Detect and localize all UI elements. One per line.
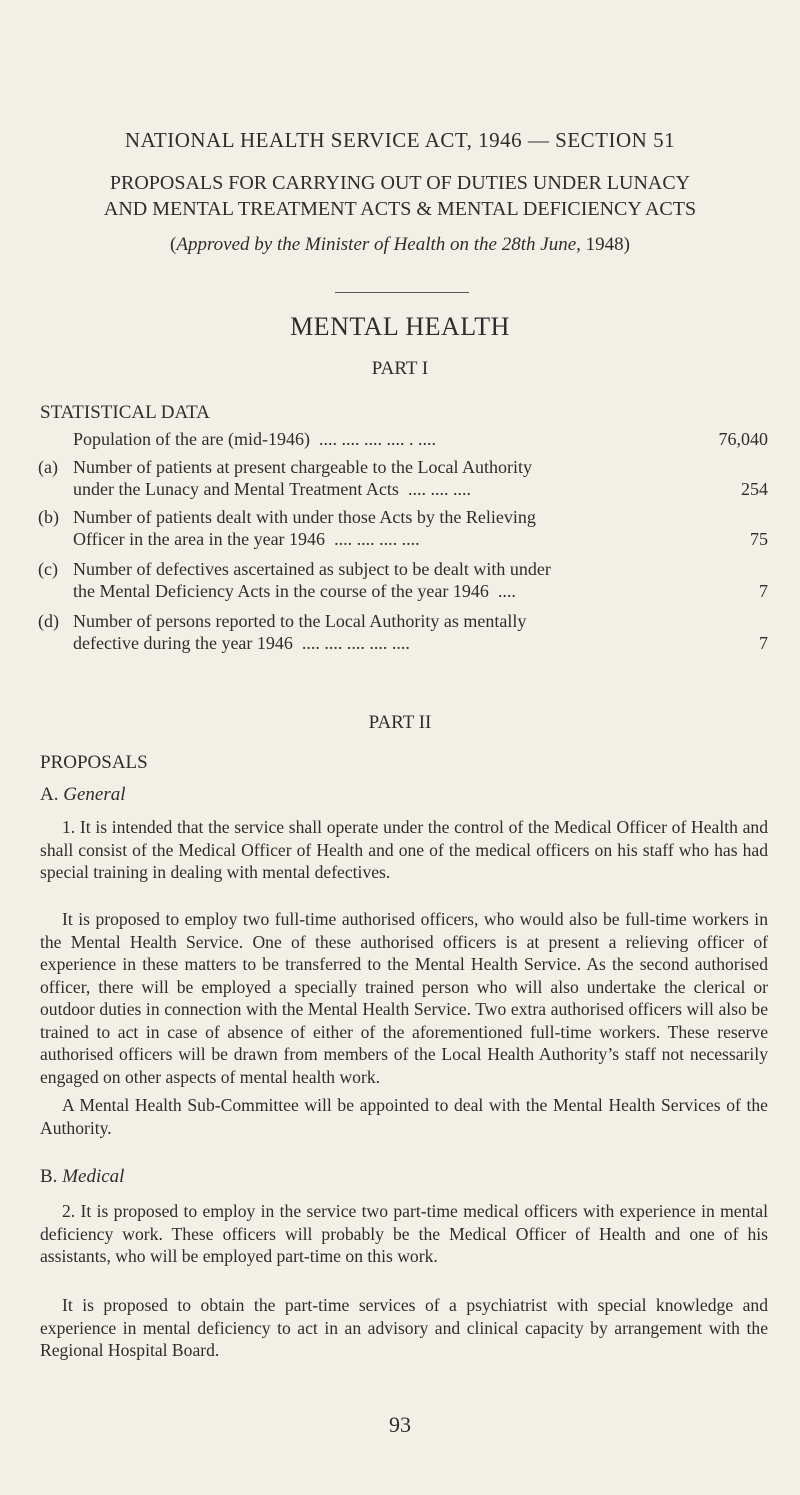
general-paragraph-3: A Mental Health Sub-Committee will be appointed to deal with the Mental Health Services of the Authority. xyxy=(40,1095,768,1138)
stat-item-b: (b) Number of patients dealt with under those Acts by the Relieving Officer in the area in the year 1946 .... .... .... .... 75 xyxy=(38,507,768,549)
page-number: 93 xyxy=(389,1412,411,1437)
stat-item-a: (a) Number of patients at present chargeable to the Local Authority under the Lunacy and Mental Treatment Acts .... .... .... 254 xyxy=(38,457,768,499)
stat-item-d: (d) Number of persons reported to the Local Authority as mentally defective during the year 1946 .... .... .... .... .... 7 xyxy=(38,611,768,653)
approval-note-italic: Approved by the Minister of Health on the 28th June, xyxy=(176,234,581,255)
stat-value-c: 7 xyxy=(759,581,768,601)
divider-rule xyxy=(335,292,469,293)
part2-title: PART II xyxy=(368,712,432,733)
proposals-title-line2: AND MENTAL TREATMENT ACTS & MENTAL DEFICIENCY ACTS xyxy=(103,198,697,220)
act-header: NATIONAL HEALTH SERVICE ACT, 1946 — SECTION 51 xyxy=(124,128,676,152)
general-heading: A. General xyxy=(40,784,126,805)
part1-title: PART I xyxy=(371,358,429,379)
stat-value-b: 75 xyxy=(750,529,768,549)
medical-heading: B. Medical xyxy=(40,1166,125,1187)
population-value: 76,040 xyxy=(718,429,768,449)
medical-paragraph-2: It is proposed to obtain the part-time services of a psychiatrist with special knowledge and experience in mental deficiency to act in an advisory and clinical capacity by arrangement with the Regional Hospital Board. xyxy=(40,1295,768,1360)
proposals-title-line1: PROPOSALS FOR CARRYING OUT OF DUTIES UNDER LUNACY xyxy=(109,172,691,194)
stat-value-d: 7 xyxy=(759,633,768,653)
population-row: Population of the are (mid-1946) .... .... .... .... . .... 76,040 xyxy=(73,429,768,449)
main-title: MENTAL HEALTH xyxy=(290,312,510,341)
statistical-data-heading: STATISTICAL DATA xyxy=(40,402,210,423)
general-paragraph-1: 1. It is intended that the service shall operate under the control of the Medical Officer of Health and shall consist of the Medical Officer of Health and one of the medical officers on his staff who has had special training in dealing with mental defectives. xyxy=(40,817,768,882)
stat-value-a: 254 xyxy=(741,479,768,499)
stat-item-c: (c) Number of defectives ascertained as subject to be dealt with under the Mental Deficiency Acts in the course of the year 1946 .... 7 xyxy=(38,559,768,601)
proposals-heading: PROPOSALS xyxy=(40,752,148,773)
approval-note: (Approved by the Minister of Health on the 28th June, 1948) xyxy=(170,234,630,255)
general-paragraph-2: It is proposed to employ two full-time authorised officers, who would also be full-time workers in the Mental Health Service. One of these authorised officers is at present a relieving officer of experience in these matters to be transferred to the Mental Health Service. As the second authorised officer, there will be employed a specially trained person who will also undertake the clerical or outdoor duties in connection with the Mental Health Service. Two extra authorised officers will also be trained to act in case of absence of either of the aforementioned full-time workers. These reserve authorised officers will be drawn from members of the Local Health Authority’s staff not necessarily engaged on other aspects of mental health work. xyxy=(40,909,768,1087)
medical-paragraph-1: 2. It is proposed to employ in the service two part-time medical officers with experience in mental deficiency work. These officers will probably be the Medical Officer of Health and one of his assistants, who will be employed part-time on this work. xyxy=(40,1201,768,1266)
